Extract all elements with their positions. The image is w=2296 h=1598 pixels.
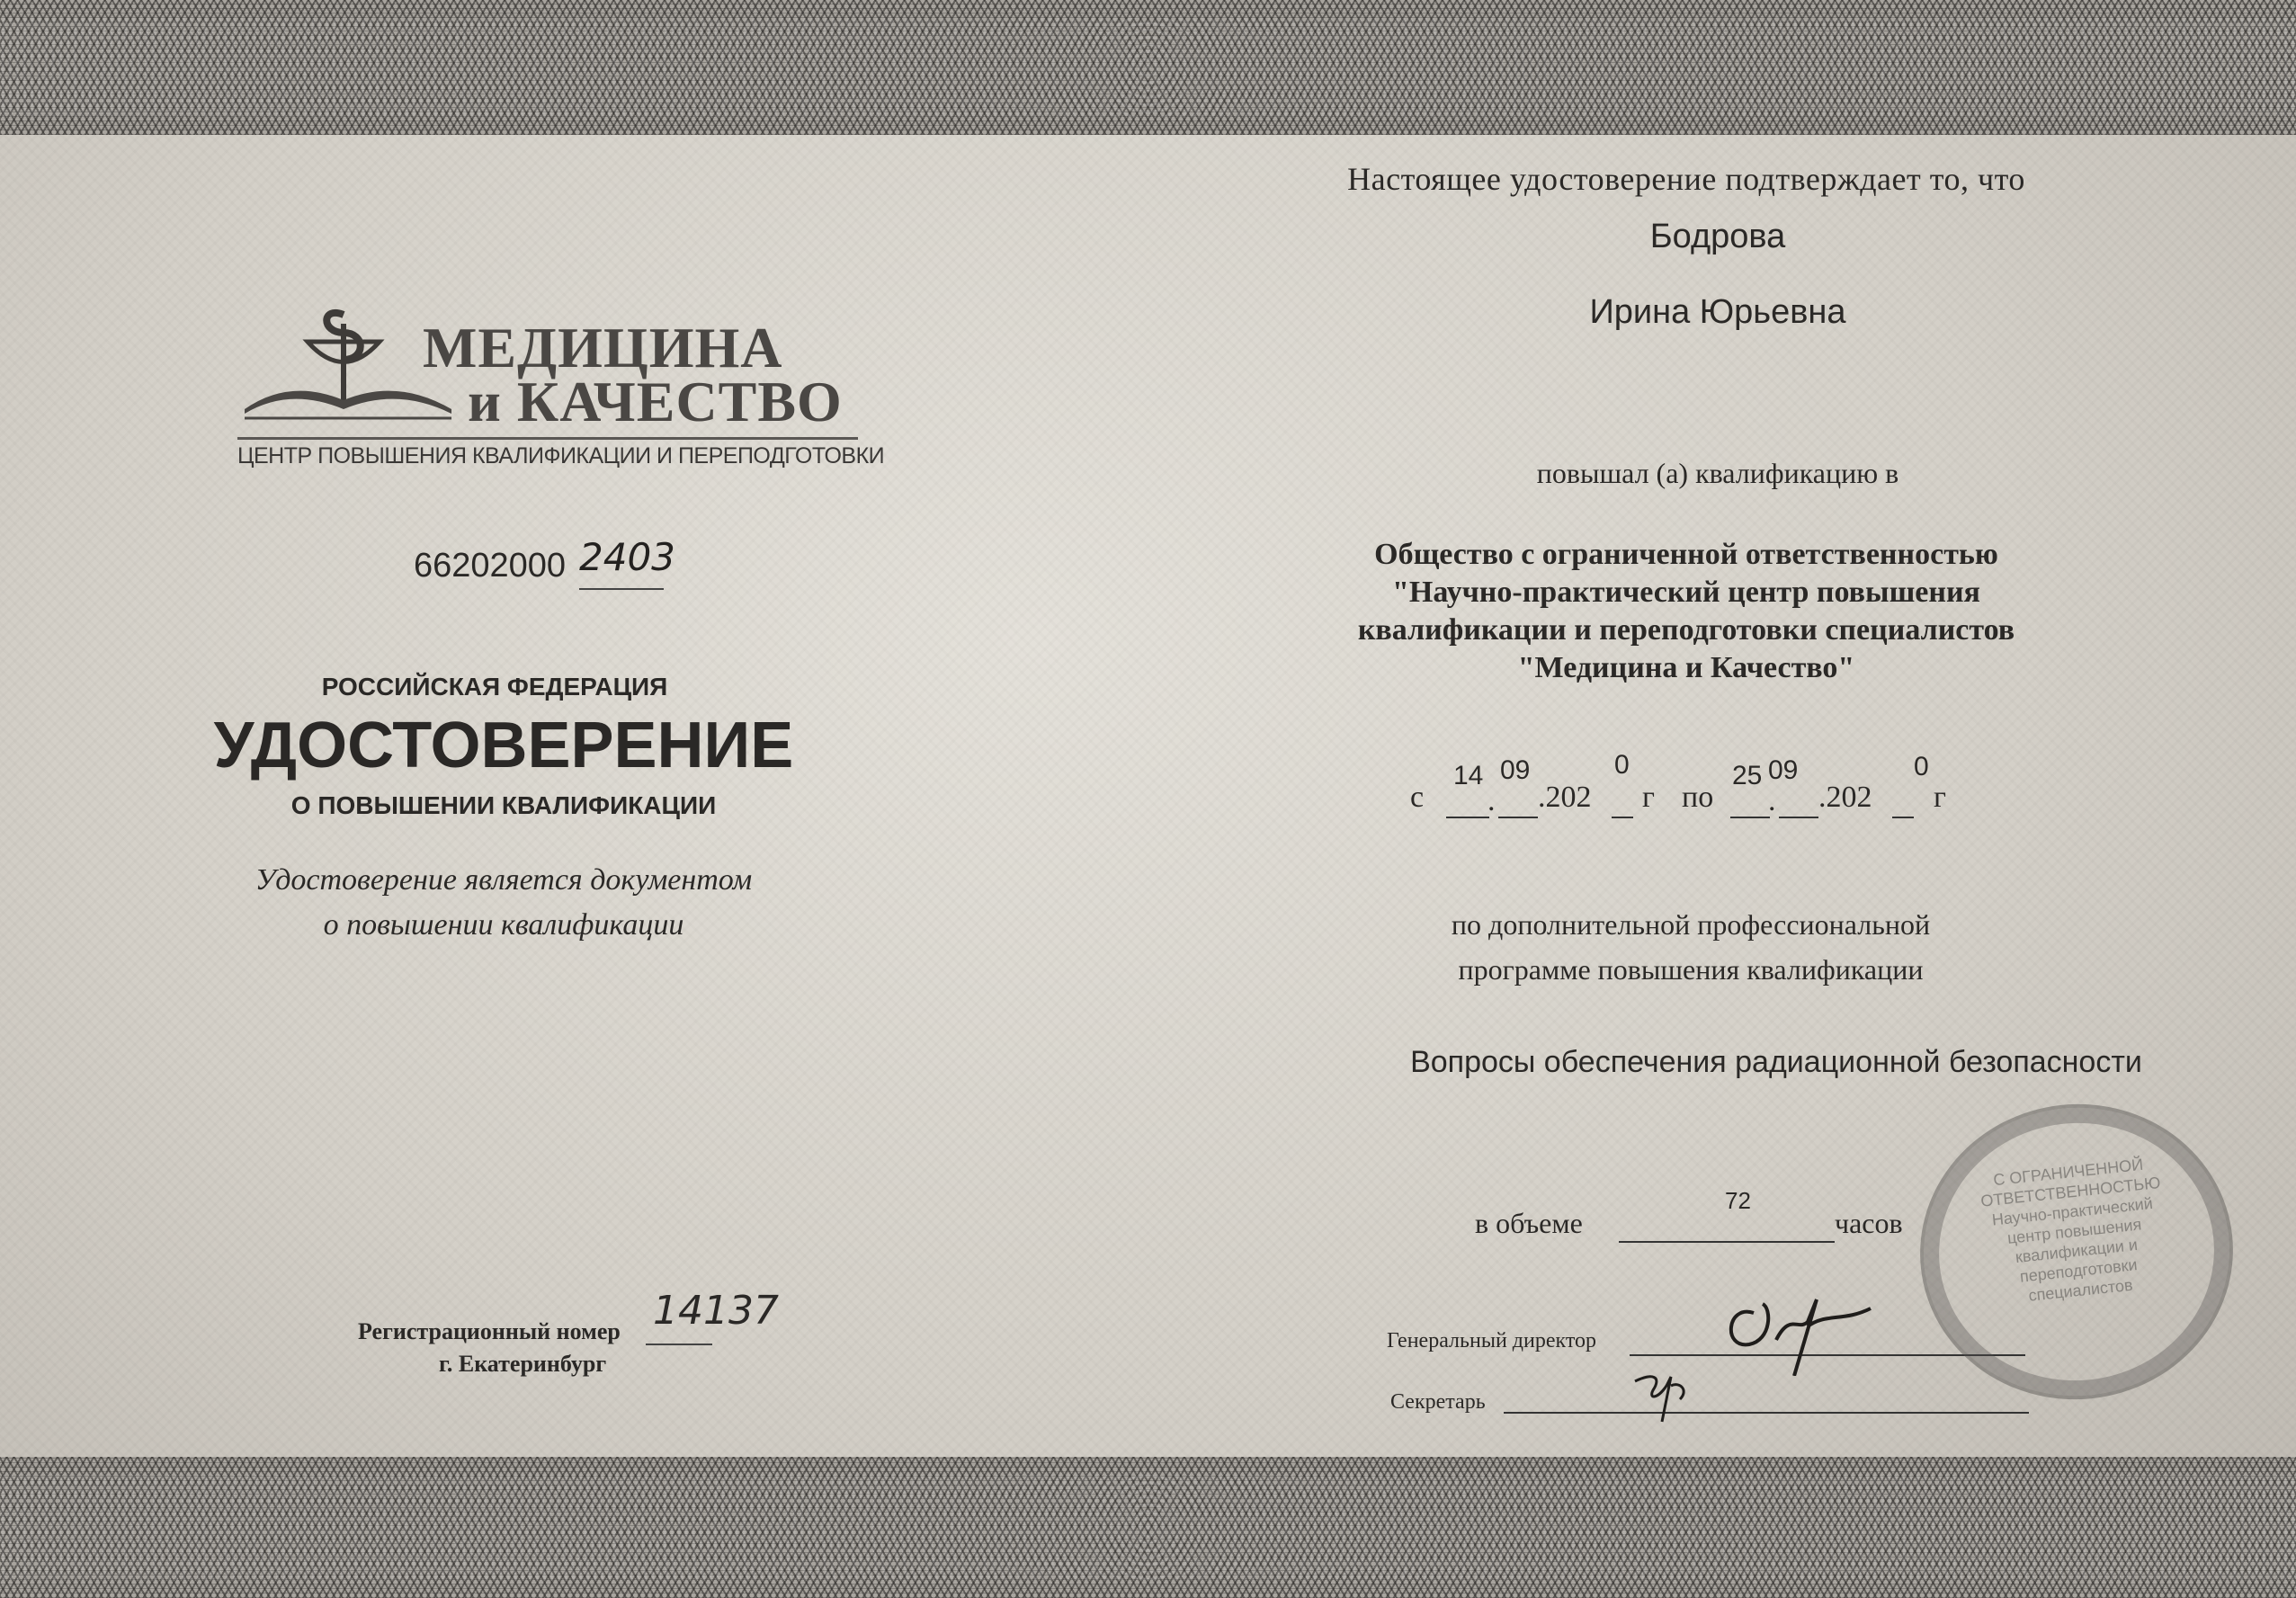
document-title: УДОСТОВЕРЕНИЕ [213,710,794,781]
registration-underline [646,1344,712,1345]
from-year-suffix: г [1642,781,1655,814]
to-day-underline [1730,817,1770,818]
from-day-underline [1446,817,1489,818]
secretary-signature-icon [1626,1363,1698,1426]
top-guilloche-border [0,0,2296,135]
director-label: Генеральный директор [1387,1329,1597,1352]
from-year-underline [1612,817,1633,818]
serial-underline [579,588,664,590]
intro-text: Настоящее удостоверение подтверждает то, что [1347,161,2025,197]
document-subtitle: О ПОВЫШЕНИИ КВАЛИФИКАЦИИ [290,791,717,819]
holder-surname: Бодрова [1649,218,1786,255]
hours-label: часов [1835,1207,1903,1239]
logo-name-line2: и КАЧЕСТВО [468,370,843,433]
logo-tagline: ЦЕНТР ПОВЫШЕНИЯ КВАЛИФИКАЦИИ И ПЕРЕПОДГОТОВКИ [237,437,858,469]
serial-prefix: 66202000 [414,547,567,585]
program-line-2: программе повышения квалификации [1458,953,1924,986]
volume-label: в объеме [1475,1207,1583,1239]
org-line-1: Общество с ограниченной ответственностью [1374,538,1998,571]
issue-city: г. Екатеринбург [439,1351,607,1377]
program-name: Вопросы обеспечения радиационной безопасности [1410,1045,2142,1079]
from-month: 09 [1500,755,1531,785]
from-year-prefix: .202 [1538,781,1592,814]
date-to-label: по [1682,781,1714,814]
director-signature-icon [1709,1277,1889,1376]
to-year-digit: 0 [1914,752,1929,781]
org-line-3: квалификации и переподготовки специалистов [1357,613,2015,647]
bottom-guilloche-border [0,1457,2296,1598]
org-line-2: "Научно-практический центр повышения [1392,576,1980,609]
hours-value: 72 [1725,1187,1751,1214]
to-year-prefix: .202 [1818,781,1872,814]
from-day: 14 [1453,761,1484,790]
holder-given-names: Ирина Юрьевна [1589,293,1846,331]
registration-label: Регистрационный номер [358,1318,621,1344]
date-dot-1: . [1487,784,1496,817]
to-year-underline [1892,817,1914,818]
organization-stamp [1906,1089,2247,1415]
serial-handwritten: 2403 [579,535,675,579]
to-month: 09 [1768,755,1799,785]
qualified-text: повышал (а) квалификацию в [1536,457,1899,489]
secretary-label: Секретарь [1390,1390,1486,1414]
secretary-signature-line [1504,1412,2029,1414]
registration-number: 14137 [653,1288,779,1334]
note-line-2: о повышении квалификации [323,908,684,942]
to-year-suffix: г [1934,781,1946,814]
from-month-underline [1498,817,1538,818]
to-day: 25 [1732,761,1763,790]
stamp-text: С ОГРАНИЧЕННОЙ ОТВЕТСТВЕННОСТЬЮ Научно-практический центр повышения квалификации и переподготовки специалистов [1979,1155,2162,1305]
to-month-underline [1779,817,1818,818]
hours-underline [1619,1241,1835,1243]
logo-name-line1: МЕДИЦИНА [423,316,783,379]
country-heading: РОССИЙСКАЯ ФЕДЕРАЦИЯ [321,673,668,701]
from-year-digit: 0 [1614,750,1630,780]
date-dot-2: . [1768,784,1776,817]
date-from-label: с [1410,781,1425,814]
program-line-1: по дополнительной профессиональной [1451,908,1931,941]
organization-name [1268,536,2104,687]
org-line-4: "Медицина и Качество" [1517,651,1855,684]
note-line-1: Удостоверение является документом [255,863,753,897]
